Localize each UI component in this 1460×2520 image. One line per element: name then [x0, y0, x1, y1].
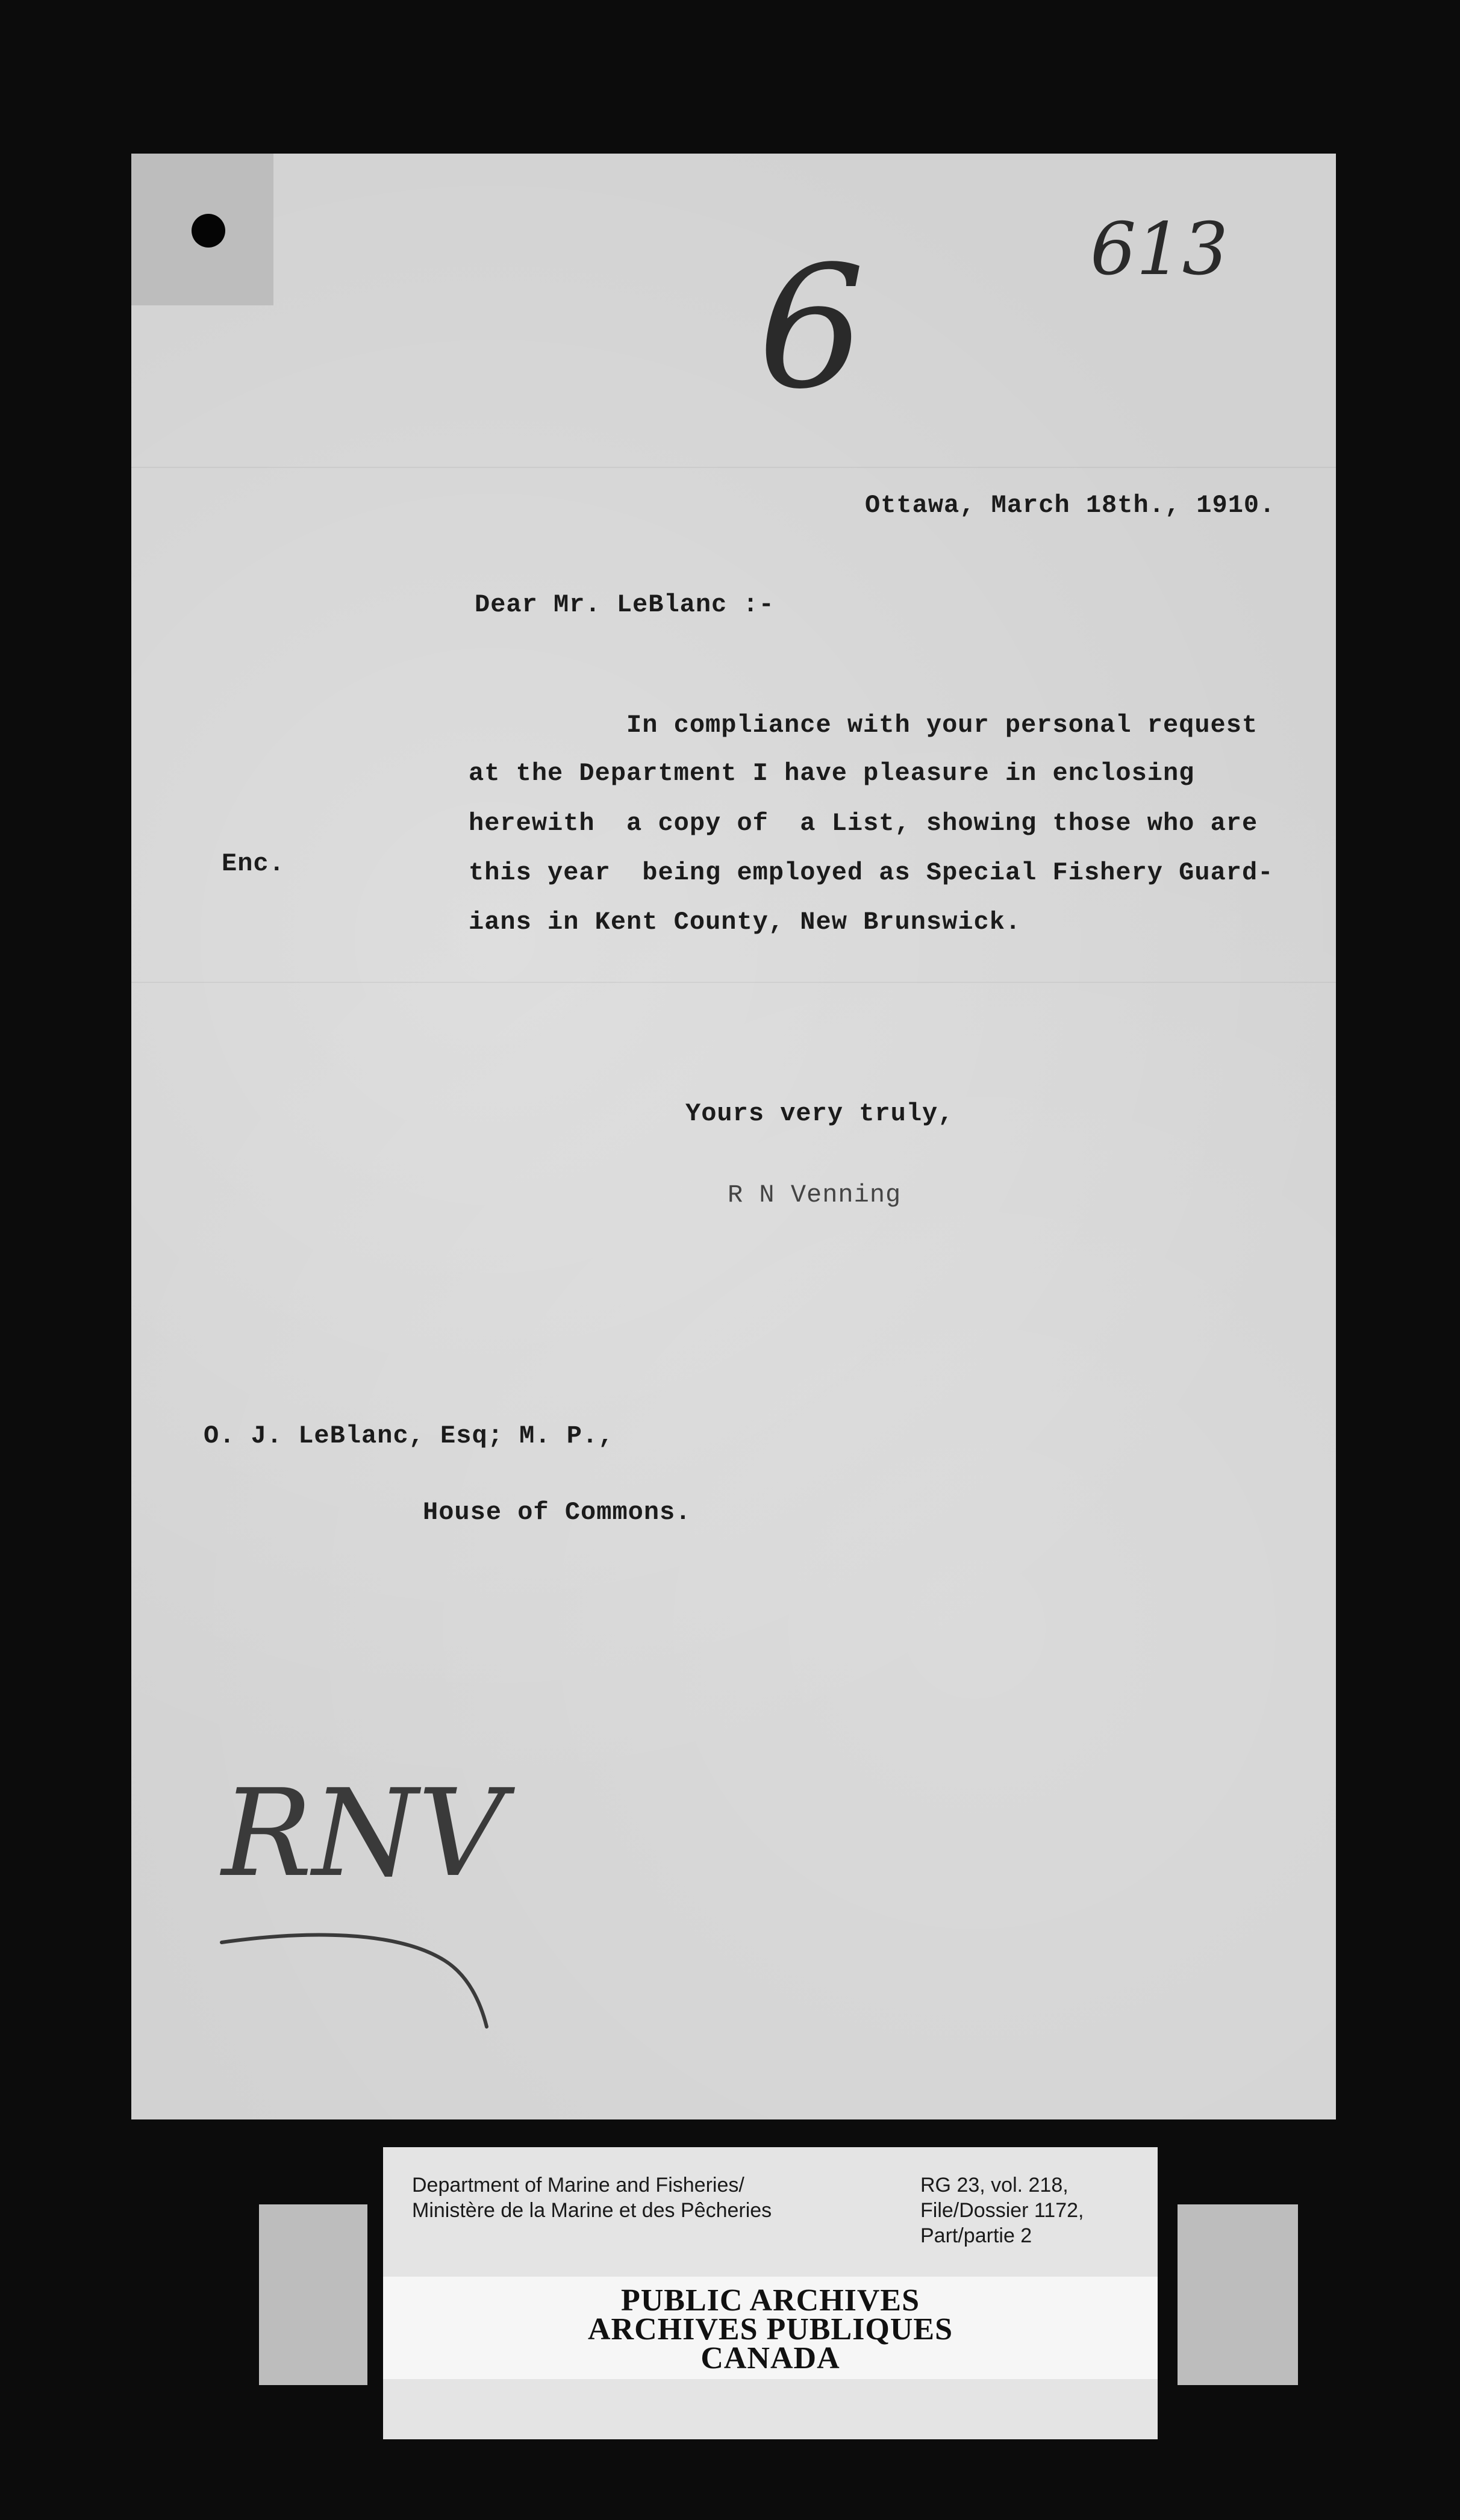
department-line: Department of Marine and Fisheries/	[412, 2174, 744, 2197]
archive-label	[383, 2147, 1158, 2439]
salutation: Dear Mr. LeBlanc :-	[475, 590, 775, 619]
stamp-line: ARCHIVES PUBLIQUES	[587, 2312, 953, 2347]
initials-flourish	[216, 1888, 529, 2033]
reference-line: RG 23, vol. 218,	[920, 2174, 1068, 2197]
body-line: ians in Kent County, New Brunswick.	[469, 908, 1022, 937]
typed-signature: R N Venning	[728, 1180, 902, 1209]
fold-line	[131, 982, 1336, 983]
body-line: herewith a copy of a List, showing those who are	[469, 809, 1258, 838]
recipient-address: House of Commons.	[423, 1498, 691, 1527]
folio-number: 613	[1090, 208, 1229, 292]
body-line: In compliance with your personal request	[626, 711, 1258, 740]
stamp-line: CANADA	[700, 2341, 840, 2375]
closing: Yours very truly,	[685, 1099, 954, 1128]
body-line: this year being employed as Special Fishery Guard-	[469, 858, 1274, 887]
reference-line: File/Dossier 1172,	[920, 2199, 1084, 2222]
archives-stamp	[383, 2277, 1158, 2379]
recipient-name: O. J. LeBlanc, Esq; M. P.,	[204, 1421, 614, 1450]
fold-line	[131, 467, 1336, 468]
department-line: Ministère de la Marine et des Pêcheries	[412, 2199, 772, 2222]
enclosure-note: Enc.	[222, 849, 285, 878]
label-mount-right	[1178, 2204, 1298, 2385]
marginal-mark: 6	[758, 230, 866, 426]
reference-line: Part/partie 2	[920, 2224, 1032, 2247]
body-line: at the Department I have pleasure in enclosing	[469, 759, 1195, 788]
handwritten-initials: RNV	[222, 1764, 505, 1904]
letter-page	[131, 154, 1336, 2119]
label-mount-left	[259, 2204, 367, 2385]
punch-hole	[192, 214, 225, 248]
stamp-line: PUBLIC ARCHIVES	[620, 2283, 920, 2318]
date-line: Ottawa, March 18th., 1910.	[865, 491, 1276, 520]
